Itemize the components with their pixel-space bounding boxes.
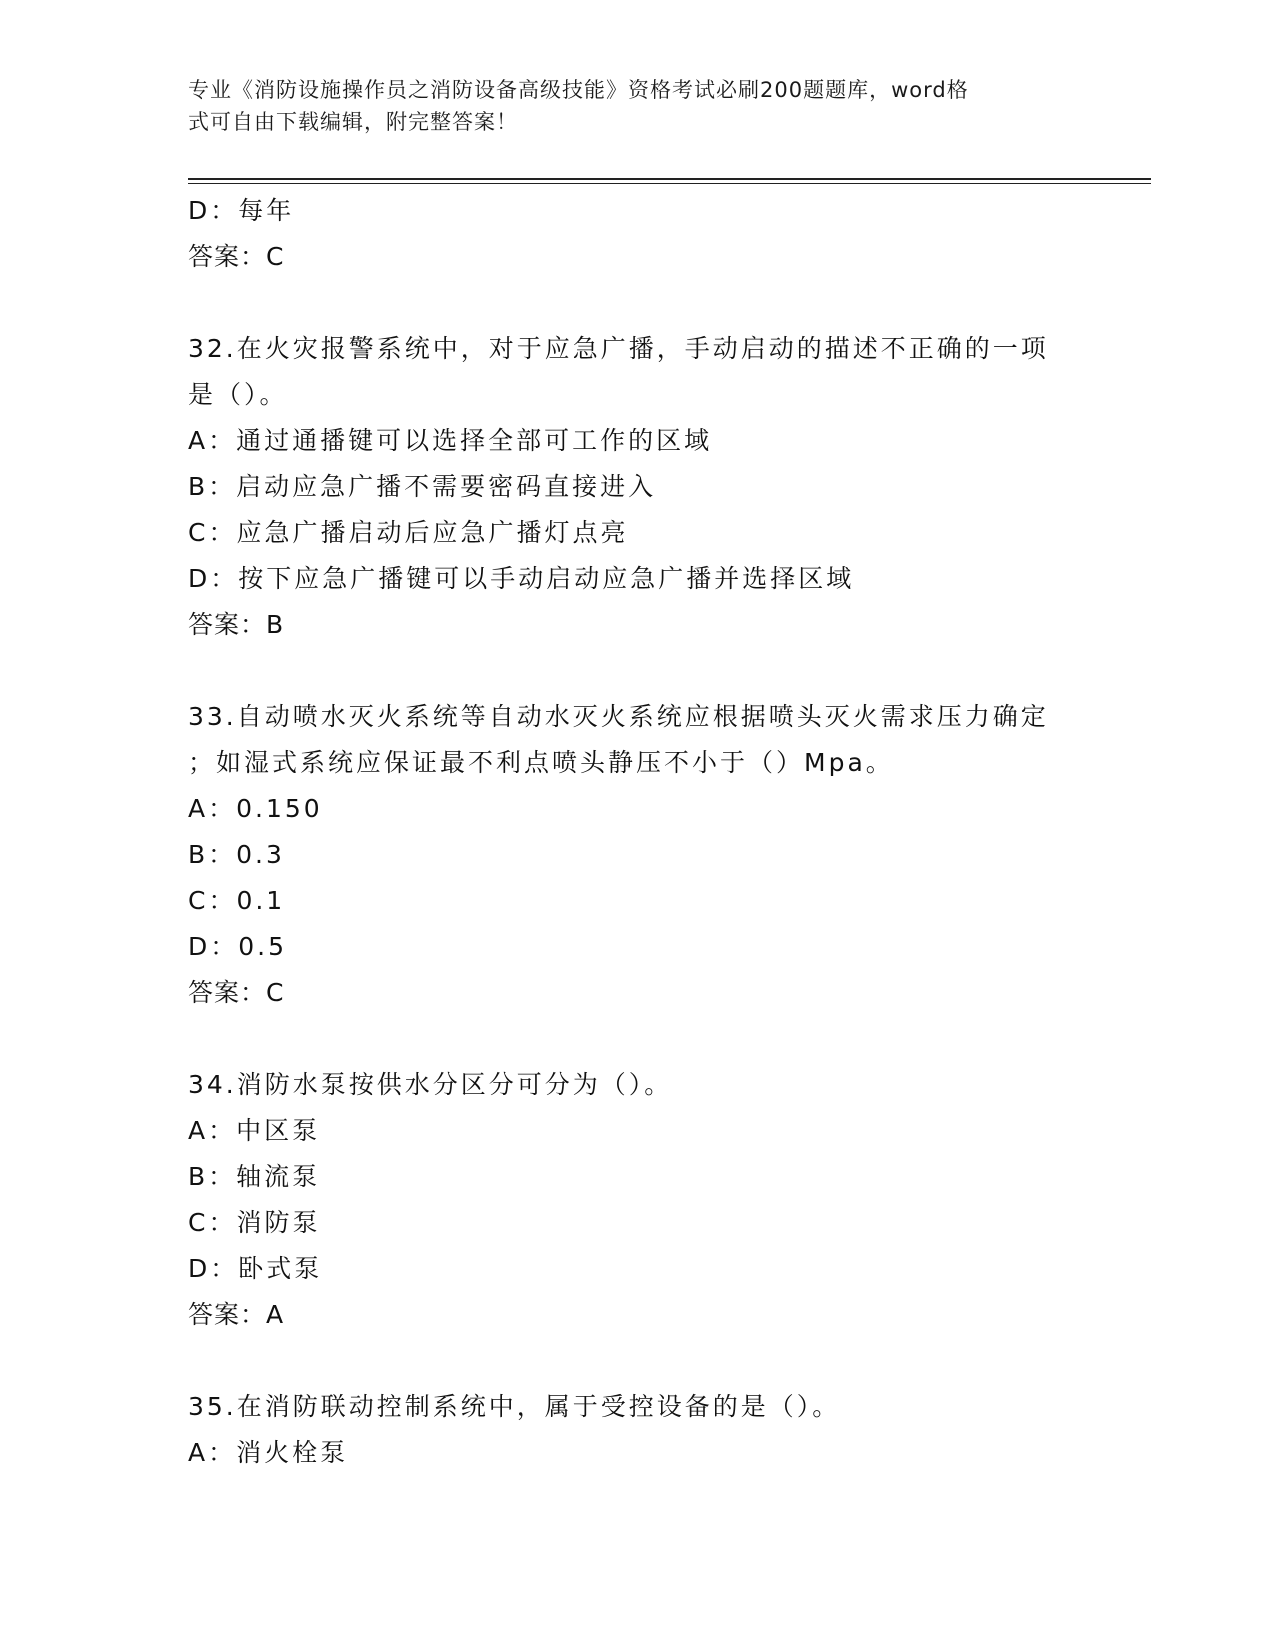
question-stem-cont: 是（）。 <box>188 380 288 409</box>
header-rule-thin <box>188 183 1151 184</box>
question-stem: 34.消防水泵按供水分区分可分为（）。 <box>188 1070 673 1099</box>
option-a: A：消火栓泵 <box>188 1438 349 1467</box>
answer-line: 答案：C <box>188 242 285 271</box>
option-a: A：0.150 <box>188 794 323 823</box>
option-d: D：0.5 <box>188 932 288 961</box>
option-c: C：消防泵 <box>188 1208 321 1237</box>
question-35 <box>188 1384 1148 1476</box>
question-content <box>188 188 1148 1476</box>
option-d: D：卧式泵 <box>188 1254 323 1283</box>
option-b: B：轴流泵 <box>188 1162 321 1191</box>
question-stem-cont: ；如湿式系统应保证最不利点喷头静压不小于（）Mpa。 <box>188 748 894 777</box>
spacer <box>188 280 1148 326</box>
option-d: D：按下应急广播键可以手动启动应急广播并选择区域 <box>188 564 855 593</box>
option-d: D：每年 <box>188 196 295 225</box>
header-rule-thick <box>188 178 1151 180</box>
spacer <box>188 648 1148 694</box>
spacer <box>188 1338 1148 1384</box>
header-line-2: 式可自由下载编辑，附完整答案！ <box>188 110 518 134</box>
option-a: A：中区泵 <box>188 1116 321 1145</box>
question-31-tail <box>188 188 1148 280</box>
question-stem: 33.自动喷水灭火系统等自动水灭火系统应根据喷头灭火需求压力确定 <box>188 702 1049 731</box>
answer-line: 答案：A <box>188 1300 285 1329</box>
question-stem: 32.在火灾报警系统中，对于应急广播，手动启动的描述不正确的一项 <box>188 334 1049 363</box>
question-32 <box>188 326 1148 648</box>
question-33 <box>188 694 1148 1016</box>
spacer <box>188 1016 1148 1062</box>
option-b: B：0.3 <box>188 840 285 869</box>
option-a: A：通过通播键可以选择全部可工作的区域 <box>188 426 713 455</box>
document-header <box>188 74 1088 138</box>
answer-line: 答案：C <box>188 978 285 1007</box>
option-c: C：应急广播启动后应急广播灯点亮 <box>188 518 629 547</box>
answer-line: 答案：B <box>188 610 285 639</box>
question-34 <box>188 1062 1148 1338</box>
option-c: C：0.1 <box>188 886 286 915</box>
header-line-1: 专业《消防设施操作员之消防设备高级技能》资格考试必刷200题题库，word格 <box>188 78 969 102</box>
question-stem: 35.在消防联动控制系统中，属于受控设备的是（）。 <box>188 1392 841 1421</box>
option-b: B：启动应急广播不需要密码直接进入 <box>188 472 657 501</box>
